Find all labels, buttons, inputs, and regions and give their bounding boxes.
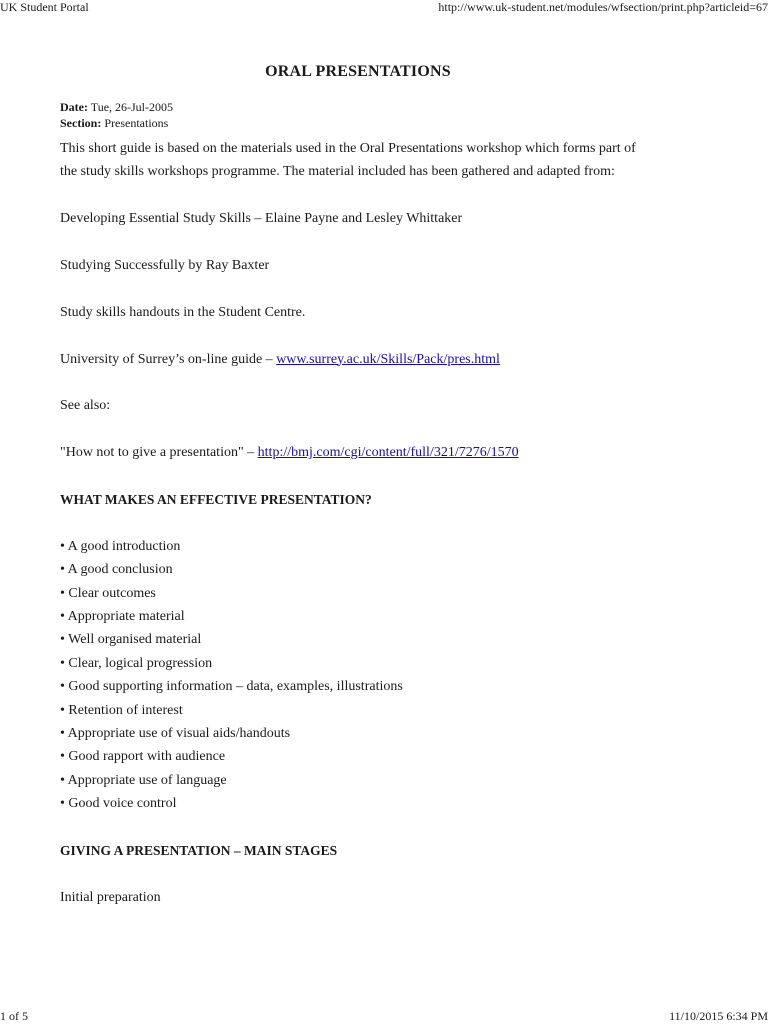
print-timestamp: 11/10/2015 6:34 PM: [669, 1009, 768, 1023]
initial-preparation: Initial preparation: [60, 889, 161, 905]
list-item: • A good conclusion: [60, 562, 173, 578]
list-item: • Appropriate use of language: [60, 772, 227, 788]
source-payne-whittaker: Developing Essential Study Skills – Elaine Payne and Lesley Whittaker: [60, 211, 463, 227]
effective-list: [60, 535, 650, 816]
list-item: • Well organised material: [60, 632, 202, 648]
list-item: • Appropriate use of visual aids/handouts: [60, 726, 291, 742]
section-value: Presentations: [104, 116, 169, 130]
article-date: [60, 100, 173, 114]
bmj-article-link[interactable]: http://bmj.com/cgi/content/full/321/7276/1570: [257, 445, 519, 461]
see-also-item: [60, 441, 650, 464]
source-baxter: Studying Successfully by Ray Baxter: [60, 258, 270, 273]
see-also-label: See also:: [60, 398, 111, 414]
list-item: • Good rapport with audience: [60, 749, 226, 765]
list-item: • Good voice control: [60, 796, 177, 812]
article-section: [60, 116, 168, 130]
site-title: UK Student Portal: [0, 0, 89, 14]
date-value: Tue, 26-Jul-2005: [90, 100, 174, 114]
list-item: • Clear, logical progression: [60, 655, 213, 671]
list-item: • Clear outcomes: [60, 585, 156, 601]
section-label: Section:: [60, 116, 102, 130]
page-indicator: 1 of 5: [0, 1009, 28, 1023]
page-url: http://www.uk-student.net/modules/wfsection/print.php?articleid=67: [438, 0, 768, 14]
see-also-text: "How not to give a presentation" –: [60, 445, 258, 461]
source-surrey-text: University of Surrey’s on-line guide –: [60, 351, 277, 367]
surrey-guide-link[interactable]: www.surrey.ac.uk/Skills/Pack/pres.html: [276, 351, 500, 367]
source-surrey: [60, 348, 650, 371]
list-item: • A good introduction: [60, 538, 181, 554]
source-student-centre: Study skills handouts in the Student Centre.: [60, 304, 306, 320]
date-label: Date:: [60, 100, 88, 114]
list-item: • Retention of interest: [60, 702, 183, 718]
list-item: • Appropriate material: [60, 609, 185, 624]
heading-effective-presentation: WHAT MAKES AN EFFECTIVE PRESENTATION?: [60, 491, 372, 507]
intro-paragraph: This short guide is based on the materials used in the Oral Presentations workshop which forms part of the study skills workshops programme. The material included has been gathered and adapted from:: [60, 141, 636, 180]
article-body: [60, 137, 650, 909]
heading-main-stages: GIVING A PRESENTATION – MAIN STAGES: [60, 843, 338, 859]
list-item: • Good supporting information – data, examples, illustrations: [60, 679, 403, 695]
article-title: ORAL PRESENTATIONS: [265, 63, 451, 80]
